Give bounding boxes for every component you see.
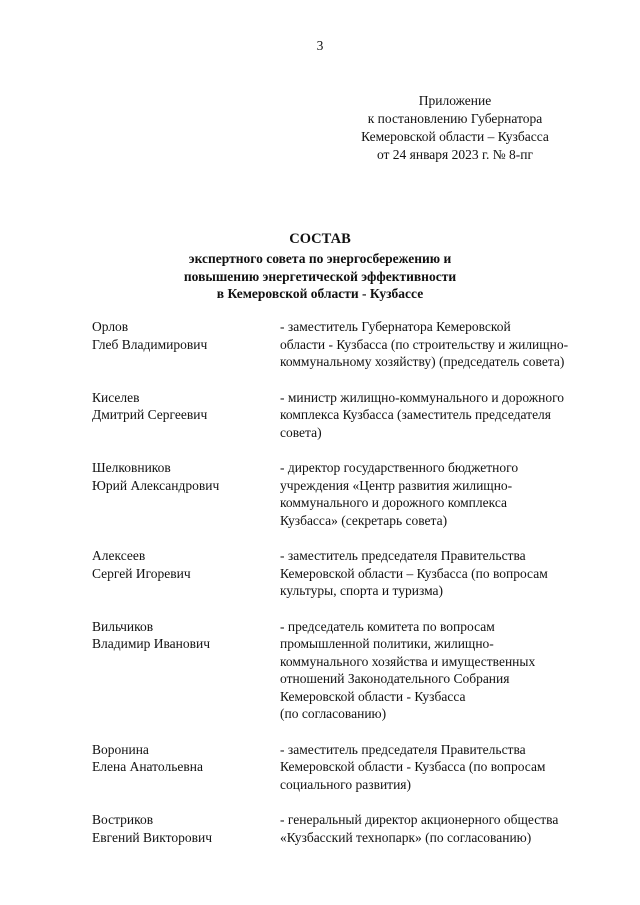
member-given-name: Глеб Владимирович — [92, 336, 208, 352]
member-role-line: (по согласованию) — [280, 706, 387, 721]
member-row — [92, 811, 612, 846]
member-role — [280, 389, 612, 442]
appendix-line: Кемеровской области – Кузбасса — [361, 129, 549, 144]
document-title — [0, 230, 640, 303]
member-name — [92, 389, 280, 442]
member-role-line: области - Кузбасса (по строительству и жилищно- — [280, 336, 569, 352]
member-role-line: коммунальному хозяйству) (председатель совета) — [280, 354, 565, 369]
title-heading: СОСТАВ — [289, 231, 351, 247]
title-line: в Кемеровской области - Кузбассе — [216, 286, 424, 301]
member-role-line: промышленной политики, жилищно- — [280, 636, 494, 651]
member-role — [280, 459, 612, 529]
appendix-header — [340, 92, 570, 164]
member-role-line: «Кузбасский технопарк» (по согласованию) — [280, 829, 532, 845]
member-role — [280, 318, 612, 371]
member-role-line: - директор государственного бюджетного — [280, 460, 519, 475]
member-name — [92, 459, 280, 529]
page-number: 3 — [316, 38, 324, 53]
appendix-line: к постановлению Губернатора — [367, 111, 543, 126]
member-role-line: социального развития) — [280, 776, 411, 792]
title-line: повышению энергетической эффективности — [183, 268, 457, 284]
member-given-name: Евгений Викторович — [92, 829, 212, 845]
member-row — [92, 318, 612, 371]
member-role-line: совета) — [280, 424, 322, 440]
members-list — [92, 318, 612, 864]
member-role — [280, 741, 612, 794]
member-role — [280, 618, 612, 723]
member-name — [92, 618, 280, 723]
member-role-line: культуры, спорта и туризма) — [280, 583, 444, 598]
member-role-line: Кемеровской области – Кузбасса (по вопросам — [280, 565, 548, 581]
member-role-line: Кемеровской области - Кузбасса (по вопросам — [280, 759, 546, 774]
member-row — [92, 459, 612, 529]
appendix-line: Приложение — [418, 93, 492, 108]
member-given-name: Елена Анатольевна — [92, 759, 203, 774]
member-role-line: - заместитель председателя Правительства — [280, 741, 526, 757]
title-line: экспертного совета по энергосбережению и — [188, 251, 452, 266]
member-surname: Воронина — [92, 741, 149, 757]
member-row — [92, 618, 612, 723]
member-given-name: Юрий Александрович — [92, 477, 220, 493]
member-role-line: Кемеровской области - Кузбасса — [280, 688, 466, 704]
appendix-line: от 24 января 2023 г. № 8-пг — [376, 147, 534, 162]
member-role-line: отношений Законодательного Собрания — [280, 671, 510, 686]
member-row — [92, 741, 612, 794]
member-role — [280, 547, 612, 600]
member-given-name: Владимир Иванович — [92, 636, 211, 651]
member-role-line: - председатель комитета по вопросам — [280, 618, 495, 634]
member-role-line: - заместитель Губернатора Кемеровской — [280, 319, 511, 334]
member-role-line: - заместитель председателя Правительства — [280, 548, 526, 563]
member-name — [92, 318, 280, 371]
member-row — [92, 547, 612, 600]
member-name — [92, 741, 280, 794]
member-role-line: коммунального и дорожного комплекса — [280, 495, 507, 510]
member-role-line: учреждения «Центр развития жилищно- — [280, 477, 513, 493]
member-surname: Шелковников — [92, 460, 171, 475]
member-surname: Вильчиков — [92, 618, 154, 634]
member-surname: Алексеев — [92, 548, 146, 563]
member-row — [92, 389, 612, 442]
member-name — [92, 811, 280, 846]
member-role — [280, 811, 612, 846]
member-given-name: Сергей Игоревич — [92, 565, 191, 581]
member-surname: Орлов — [92, 319, 129, 334]
member-role-line: коммунального хозяйства и имущественных — [280, 653, 536, 669]
member-name — [92, 547, 280, 600]
member-given-name: Дмитрий Сергеевич — [92, 407, 208, 422]
member-surname: Востриков — [92, 812, 154, 827]
member-role-line: комплекса Кузбасса (заместитель председателя — [280, 407, 552, 422]
member-surname: Киселев — [92, 389, 140, 405]
member-role-line: - генеральный директор акционерного общества — [280, 812, 559, 827]
member-role-line: Кузбасса» (секретарь совета) — [280, 512, 448, 528]
member-role-line: - министр жилищно-коммунального и дорожного — [280, 389, 565, 405]
